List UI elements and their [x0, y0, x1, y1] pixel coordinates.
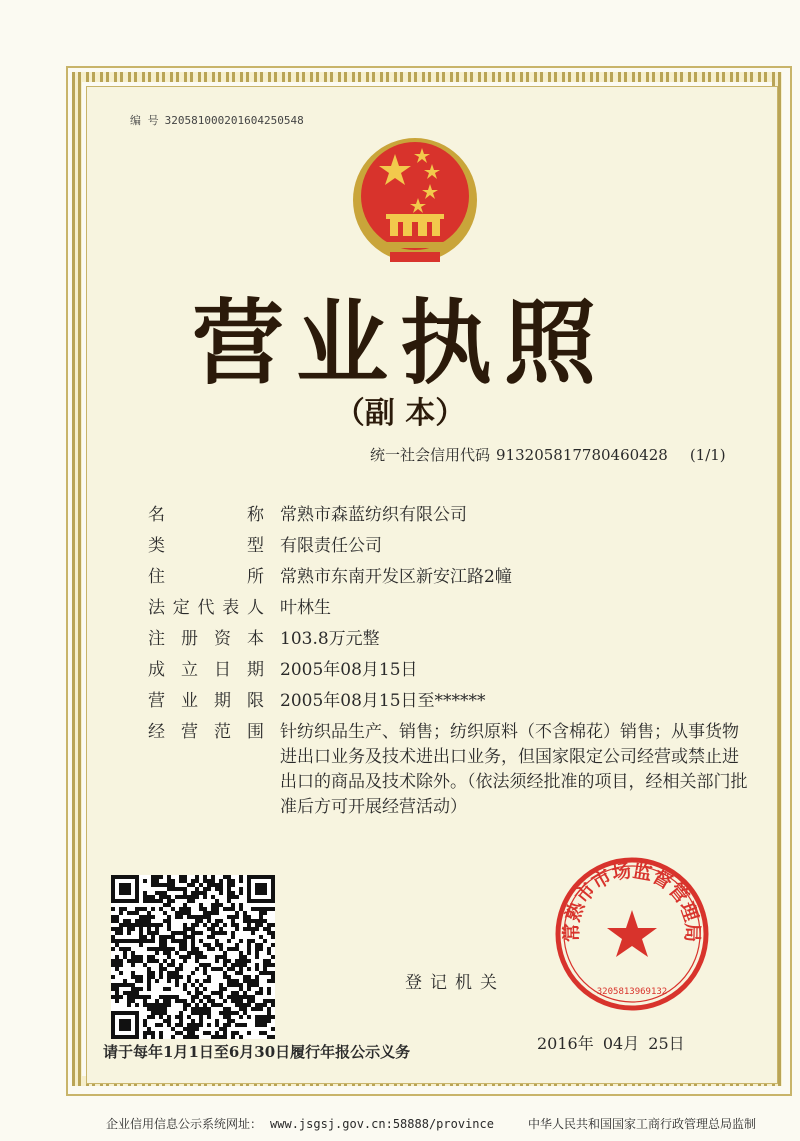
page-subtitle: （副 本）	[334, 396, 466, 431]
field-value-representative: 叶林生	[280, 598, 331, 618]
footer-website	[106, 1115, 494, 1132]
issue-date	[537, 1031, 689, 1054]
issue-year: 2016年	[537, 1034, 594, 1053]
field-key-type	[148, 531, 264, 562]
field-key-char: 经	[148, 722, 165, 742]
license-fields	[148, 500, 748, 820]
field-key-scope	[148, 717, 264, 820]
field-value-type: 有限责任公司	[280, 536, 382, 556]
page-count: (1/1)	[689, 446, 726, 464]
field-row-term	[148, 686, 748, 717]
field-row-type	[148, 531, 748, 562]
field-value-scope: 针纺织品生产、销售；纺织原料（不含棉花）销售；从事货物进出口业务及技术进出口业务，但国家限定公司经营或禁止进出口的商品及技术除外。（依法须经批准的项目，经相关部门批准后方可开展经营活动）	[280, 722, 748, 817]
field-key-char: 业	[181, 691, 198, 711]
serial-value: 32058100020160425054​8	[164, 114, 304, 127]
field-key-char: 期	[247, 660, 264, 680]
field-key-char: 围	[247, 722, 264, 742]
field-key-char: 资	[214, 629, 231, 649]
field-key-char: 型	[247, 536, 264, 556]
registration-authority-label: 登记机关	[405, 973, 505, 993]
field-row-name	[148, 500, 748, 531]
field-key-char: 本	[247, 629, 264, 649]
issue-day: 25日	[648, 1034, 685, 1053]
credit-code-label: 统一社会信用代码	[370, 446, 491, 464]
field-row-address	[148, 562, 748, 593]
field-key-char: 表	[222, 598, 240, 618]
credit-code-line	[370, 444, 726, 465]
footer-website-url[interactable]: www.jsgsj.gov.cn:58888/province	[270, 1117, 494, 1131]
field-key-established	[148, 655, 264, 686]
field-key-term	[148, 686, 264, 717]
seal-text: 常熟市市场监督管理局	[560, 859, 704, 943]
field-key-char: 营	[148, 691, 165, 711]
field-row-representative	[148, 593, 748, 624]
field-key-char: 期	[214, 691, 231, 711]
field-value-term: 2005年08月15日至******	[280, 691, 486, 711]
field-key-char: 限	[247, 691, 264, 711]
field-key-char: 类	[148, 536, 165, 556]
field-key-char: 法	[148, 598, 165, 618]
field-value-capital: 103.8万元整	[280, 629, 380, 649]
page-title: 营业执照	[191, 289, 608, 397]
qr-code-icon[interactable]	[111, 875, 275, 1039]
field-row-scope	[148, 717, 748, 820]
field-key-address	[148, 562, 264, 593]
field-key-char: 成	[148, 660, 165, 680]
field-value-established: 2005年08月15日	[280, 660, 418, 680]
field-key-char: 住	[148, 567, 165, 587]
footer-issuer: 中华人民共和国国家工商行政管理总局监制	[528, 1117, 757, 1131]
field-key-char: 所	[247, 567, 264, 587]
issue-month: 04月	[602, 1034, 640, 1053]
field-key-capital	[148, 624, 264, 655]
seal-number: 3205813969132	[596, 987, 668, 997]
field-row-established	[148, 655, 748, 686]
credit-code-value: 913205817780460428	[496, 446, 668, 464]
field-key-representative	[148, 593, 264, 624]
field-key-name	[148, 500, 264, 531]
field-value-address: 常熟市东南开发区新安江路2幢	[280, 567, 512, 587]
field-key-char: 名	[148, 505, 165, 525]
field-key-char: 营	[181, 722, 198, 742]
field-key-char: 代	[197, 598, 215, 618]
footer-website-label: 企业信用信息公示系统网址：	[106, 1117, 263, 1131]
field-key-char: 人	[247, 598, 264, 618]
field-key-char: 日	[214, 660, 231, 680]
serial-number	[130, 112, 304, 128]
field-key-char: 称	[247, 505, 264, 525]
field-key-char: 注	[148, 629, 165, 649]
national-emblem-icon	[350, 130, 480, 270]
serial-label: 编 号	[130, 114, 159, 127]
field-value-name: 常熟市森蓝纺织有限公司	[280, 505, 467, 525]
annual-report-notice: 请于每年1月1日至6月30日履行年报公示义务	[103, 1043, 411, 1061]
field-row-capital	[148, 624, 748, 655]
field-key-char: 范	[214, 722, 231, 742]
official-seal-icon	[552, 854, 712, 1014]
field-key-char: 立	[181, 660, 198, 680]
field-key-char: 定	[172, 598, 190, 618]
field-key-char: 册	[181, 629, 198, 649]
